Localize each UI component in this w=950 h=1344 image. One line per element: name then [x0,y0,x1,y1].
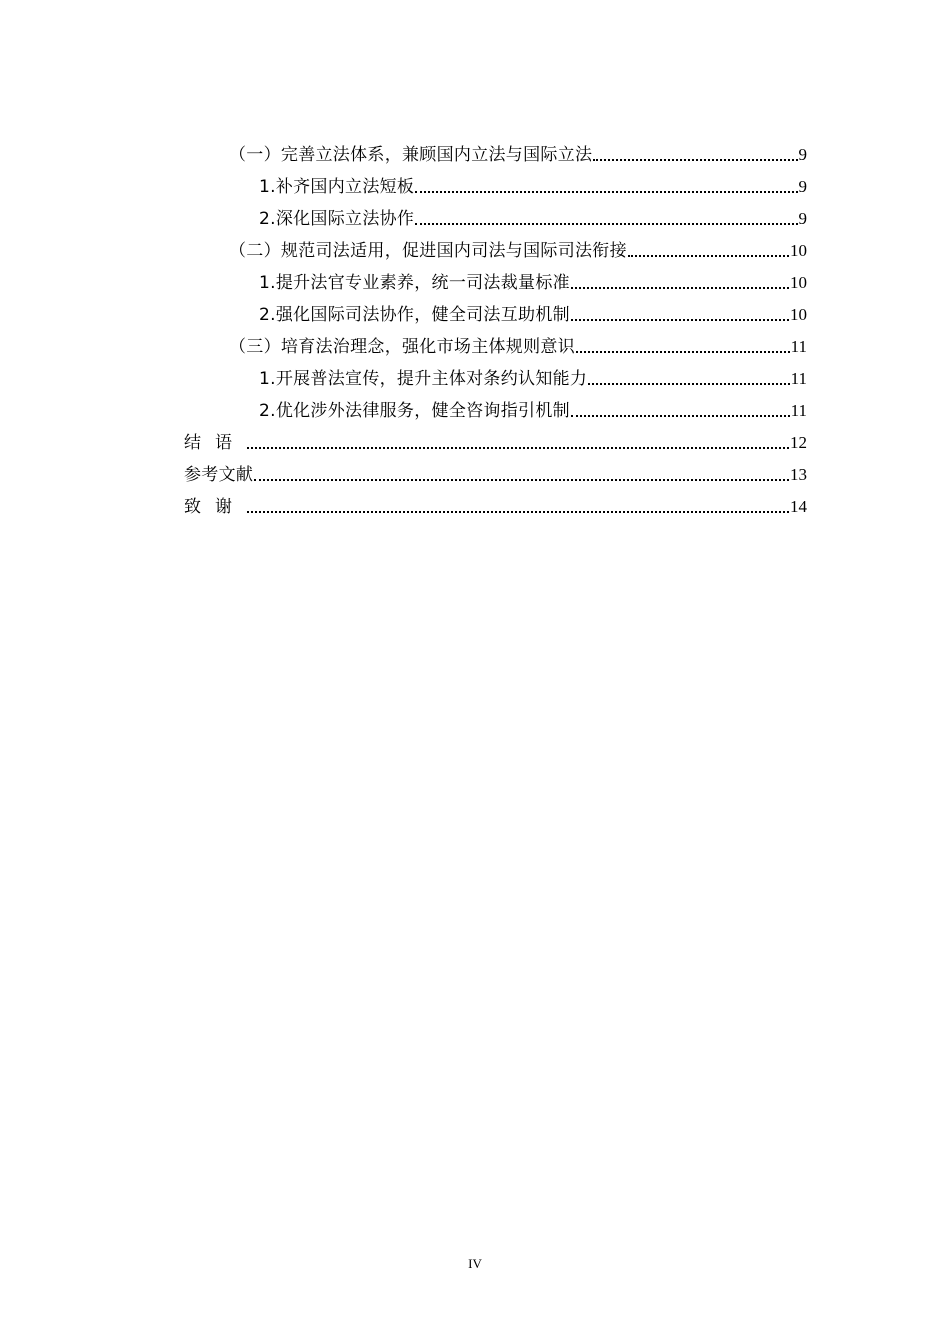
toc-entry-title: 2.深化国际立法协作 [259,209,415,229]
table-of-contents [0,135,950,519]
page-number: IV [468,1256,482,1271]
toc-entry[interactable] [0,455,950,487]
toc-entry-title: 结语 [184,433,246,453]
toc-leader-dots [571,319,789,321]
toc-leader-dots [588,383,789,385]
toc-leader-dots [247,447,789,449]
toc-entry-title: 参考文献 [184,465,254,485]
toc-leader-dots [576,351,790,353]
toc-entry[interactable] [0,423,950,455]
toc-leader-dots [628,255,789,257]
toc-leader-dots [571,415,790,417]
toc-entry-title: （三）培育法治理念，强化市场主体规则意识 [229,337,575,357]
toc-entry-page: 9 [798,145,807,164]
toc-leader-dots [415,191,797,193]
toc-entry-title: （一）完善立法体系，兼顾国内立法与国际立法 [229,145,593,165]
toc-entry[interactable] [0,263,950,295]
toc-entry-title: 1.补齐国内立法短板 [259,177,415,197]
toc-leader-dots [415,223,797,225]
toc-entry[interactable] [0,327,950,359]
toc-leader-dots [593,159,797,161]
toc-entry-page: 9 [798,209,807,228]
toc-entry-page: 11 [790,369,807,388]
toc-entry-page: 12 [790,433,807,452]
toc-entry[interactable] [0,135,950,167]
toc-entry[interactable] [0,295,950,327]
toc-entry-title: 2.强化国际司法协作，健全司法互助机制 [259,305,570,325]
toc-entry[interactable] [0,359,950,391]
toc-entry-page: 14 [790,497,807,516]
toc-leader-dots [571,287,789,289]
toc-entry[interactable] [0,231,950,263]
toc-leader-dots [254,479,789,481]
toc-entry-page: 11 [790,401,807,420]
toc-entry-title: （二）规范司法适用，促进国内司法与国际司法衔接 [229,241,627,261]
toc-entry[interactable] [0,167,950,199]
toc-entry-title: 致谢 [184,497,246,517]
toc-entry-page: 10 [790,305,807,324]
toc-entry-title: 1.提升法官专业素养，统一司法裁量标准 [259,273,570,293]
toc-entry-title: 2.优化涉外法律服务，健全咨询指引机制 [259,401,570,421]
toc-entry[interactable] [0,487,950,519]
toc-entry-page: 10 [790,273,807,292]
toc-leader-dots [247,511,789,513]
toc-entry-page: 9 [798,177,807,196]
toc-entry-title: 1.开展普法宣传，提升主体对条约认知能力 [259,369,588,389]
toc-entry-page: 10 [790,241,807,260]
toc-entry[interactable] [0,391,950,423]
toc-entry[interactable] [0,199,950,231]
toc-entry-page: 13 [790,465,807,484]
toc-entry-page: 11 [790,337,807,356]
